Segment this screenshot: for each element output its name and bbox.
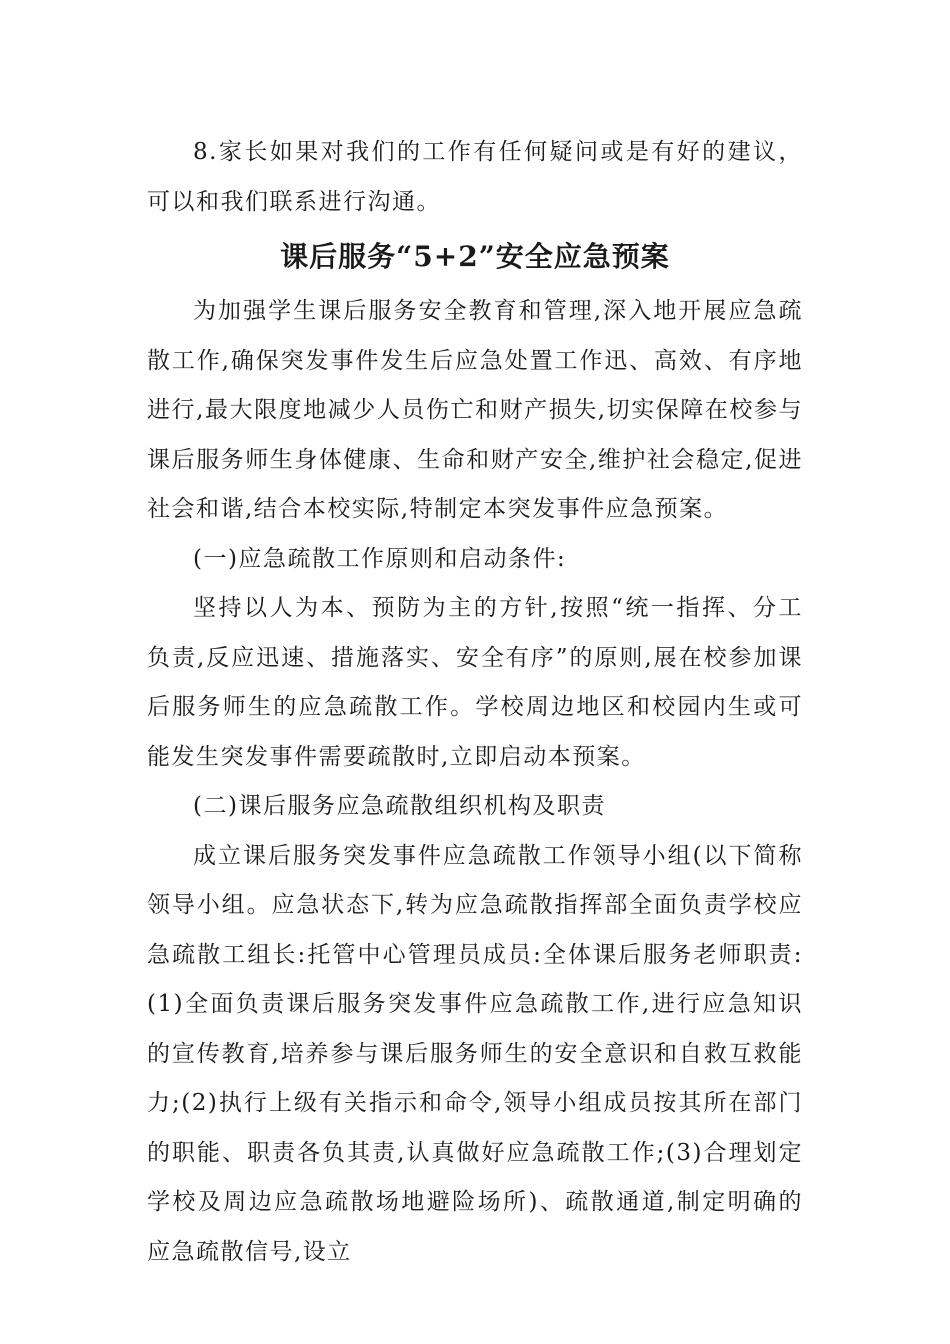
section-heading-principles: (一)应急疏散工作原则和启动条件: [193, 545, 567, 572]
paragraph-organization: 成立课后服务突发事件应急疏散工作领导小组(以下简称领导小组。应急状态下,转为应急疏散指挥部全面负责学校应急疏散工组长:托管中心管理员成员:全体课后服务老师职责:(1)全面负责课后服务突发事件应急疏散工作,进行应急知识的宣传教育,培养参与课后服务师生的安全意识和自救互救能力;(2)执行上级有关指示和命令,领导小组成员按其所在部门的职能、职责各负其责,认真做好应急疏散工作;(3)合理划定学校及周边应急疏散场地避险场所)、疏散通道,制定明确的应急疏散信号,设立 [147, 842, 803, 1265]
document-page [147, 128, 803, 1277]
paragraph-principles: 坚持以人为本、预防为主的方针,按照“统一指挥、分工负责,反应迅速、措施落实、安全有序”的原则,展在校参加课后服务师生的应急疏散工作。学校周边地区和校园内生或可能发生突发事件需要疏散时,立即启动本预案。 [147, 595, 803, 770]
document-title: 课后服务“5+2”安全应急预案 [280, 240, 670, 273]
paragraph-purpose: 为加强学生课后服务安全教育和管理,深入地开展应急疏散工作,确保突发事件发生后应急处置工作迅、高效、有序地进行,最大限度地减少人员伤亡和财产损失,切实保障在校参与课后服务师生身体健康、生命和财产安全,维护社会稳定,促进社会和谐,结合本校实际,特制定本突发事件应急预案。 [147, 298, 803, 522]
section-heading-organization: (二)课后服务应急疏散组织机构及职责 [193, 793, 606, 819]
intro-paragraph: 8.家长如果对我们的工作有任何疑问或是有好的建议，可以和我们联系进行沟通。 [147, 139, 803, 215]
